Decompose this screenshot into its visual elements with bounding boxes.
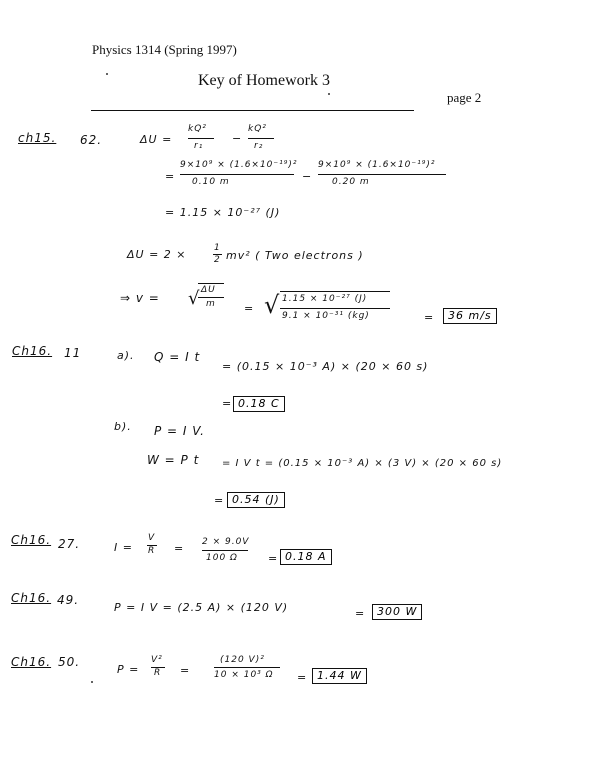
speck [91, 681, 93, 683]
answer-current: 0.18 A [280, 549, 332, 565]
work-calculation: = I V t = (0.15 × 10⁻³ A) × (3 V) × (20 × 60 s) [222, 458, 503, 469]
power-lhs: P = [117, 663, 140, 676]
header-rule [91, 110, 414, 111]
power-calculation: P = I V = (2.5 A) × (120 V) [114, 601, 289, 614]
equals-sign: = [424, 311, 435, 324]
sqrt-icon: √ [188, 288, 201, 309]
power-formula: P = I V. [154, 424, 205, 438]
chapter-label-ch16-27: Ch16. [11, 533, 52, 547]
answer-power: 300 W [372, 604, 422, 620]
minus-sign: − [302, 170, 313, 183]
velocity-lhs: ⇒ v = [120, 291, 160, 305]
equals-sign: = [214, 494, 225, 507]
equals-sign: = [244, 302, 255, 315]
delta-u-lhs: ΔU = [140, 133, 173, 146]
page-title: Key of Homework 3 [198, 72, 330, 89]
answer-power-50: 1.44 W [312, 668, 367, 684]
equals-sign: = [355, 607, 366, 620]
problem-number-27: 27. [58, 537, 81, 551]
speck [328, 93, 330, 95]
answer-charge: 0.18 C [233, 396, 285, 412]
chapter-label-ch16-50: Ch16. [11, 655, 52, 669]
chapter-label-ch16-49: Ch16. [11, 591, 52, 605]
page-number: page 2 [447, 90, 482, 105]
course-header: Physics 1314 (Spring 1997) [92, 42, 237, 57]
kinetic-energy-rest: mv² ( Two electrons ) [226, 249, 364, 262]
homework-page: Physics 1314 (Spring 1997) Key of Homework 3 page 2 ch15. 62. ΔU = kQ² r₁ − kQ² r₂ = 9×10⁹ × (1.6×10⁻¹⁹)² 0.10 m − 9×10⁹ × (1.6×10⁻¹⁹)² 0.20 m = 1.15 × 10⁻²⁷ (J) ΔU = 2 × 1 2 mv² ( Two electrons ) ⇒ v = √ ΔU m = √ 1.15 × 10⁻²⁷ (J) 9.1 × 10⁻³¹ (kg) = 36 m/s Ch16. 11 a). Q = I t = (0.15 × 10⁻³ A) × (20 × 60 s) = 0.18 C b). P = I V. W = P t = I V t = (0.15 × 10⁻³ A) × (3 V) × (20 × 60 s) = 0.54 (J) Ch16. 27. I = V R = 2 × 9.0V 100 Ω = 0.18 A Ch16. 49. P = I V = (2.5 A) × (120 V) = 300 W Ch16. 50. P = V² R = (120 V)² 10 × 10³ Ω = 1.44 W [0, 0, 611, 783]
problem-number-50: 50. [58, 655, 81, 669]
equals-sign: = [165, 170, 176, 183]
equals-sign: = [297, 671, 308, 684]
charge-calculation: = (0.15 × 10⁻³ A) × (20 × 60 s) [222, 360, 429, 373]
problem-number-49: 49. [57, 593, 80, 607]
equals-sign: = [174, 542, 185, 555]
problem-number-62: 62. [80, 133, 103, 147]
current-lhs: I = [114, 541, 133, 554]
potential-energy-result: = 1.15 × 10⁻²⁷ (J) [165, 206, 281, 219]
answer-velocity: 36 m/s [443, 308, 497, 324]
speck [106, 73, 108, 75]
part-b-label: b). [114, 420, 132, 433]
equals-sign: = [222, 397, 233, 410]
answer-work: 0.54 (J) [227, 492, 285, 508]
minus-sign: − [232, 132, 243, 145]
equals-sign: = [268, 552, 279, 565]
problem-number-11: 11 [64, 346, 82, 360]
equals-sign: = [180, 664, 191, 677]
charge-formula: Q = I t [154, 350, 201, 364]
chapter-label-ch15: ch15. [18, 131, 57, 145]
chapter-label-ch16-11: Ch16. [12, 344, 53, 358]
sqrt-icon: √ [264, 291, 281, 319]
work-formula: W = P t [147, 453, 200, 467]
part-a-label: a). [117, 349, 135, 362]
kinetic-energy-line: ΔU = 2 × [127, 248, 187, 261]
